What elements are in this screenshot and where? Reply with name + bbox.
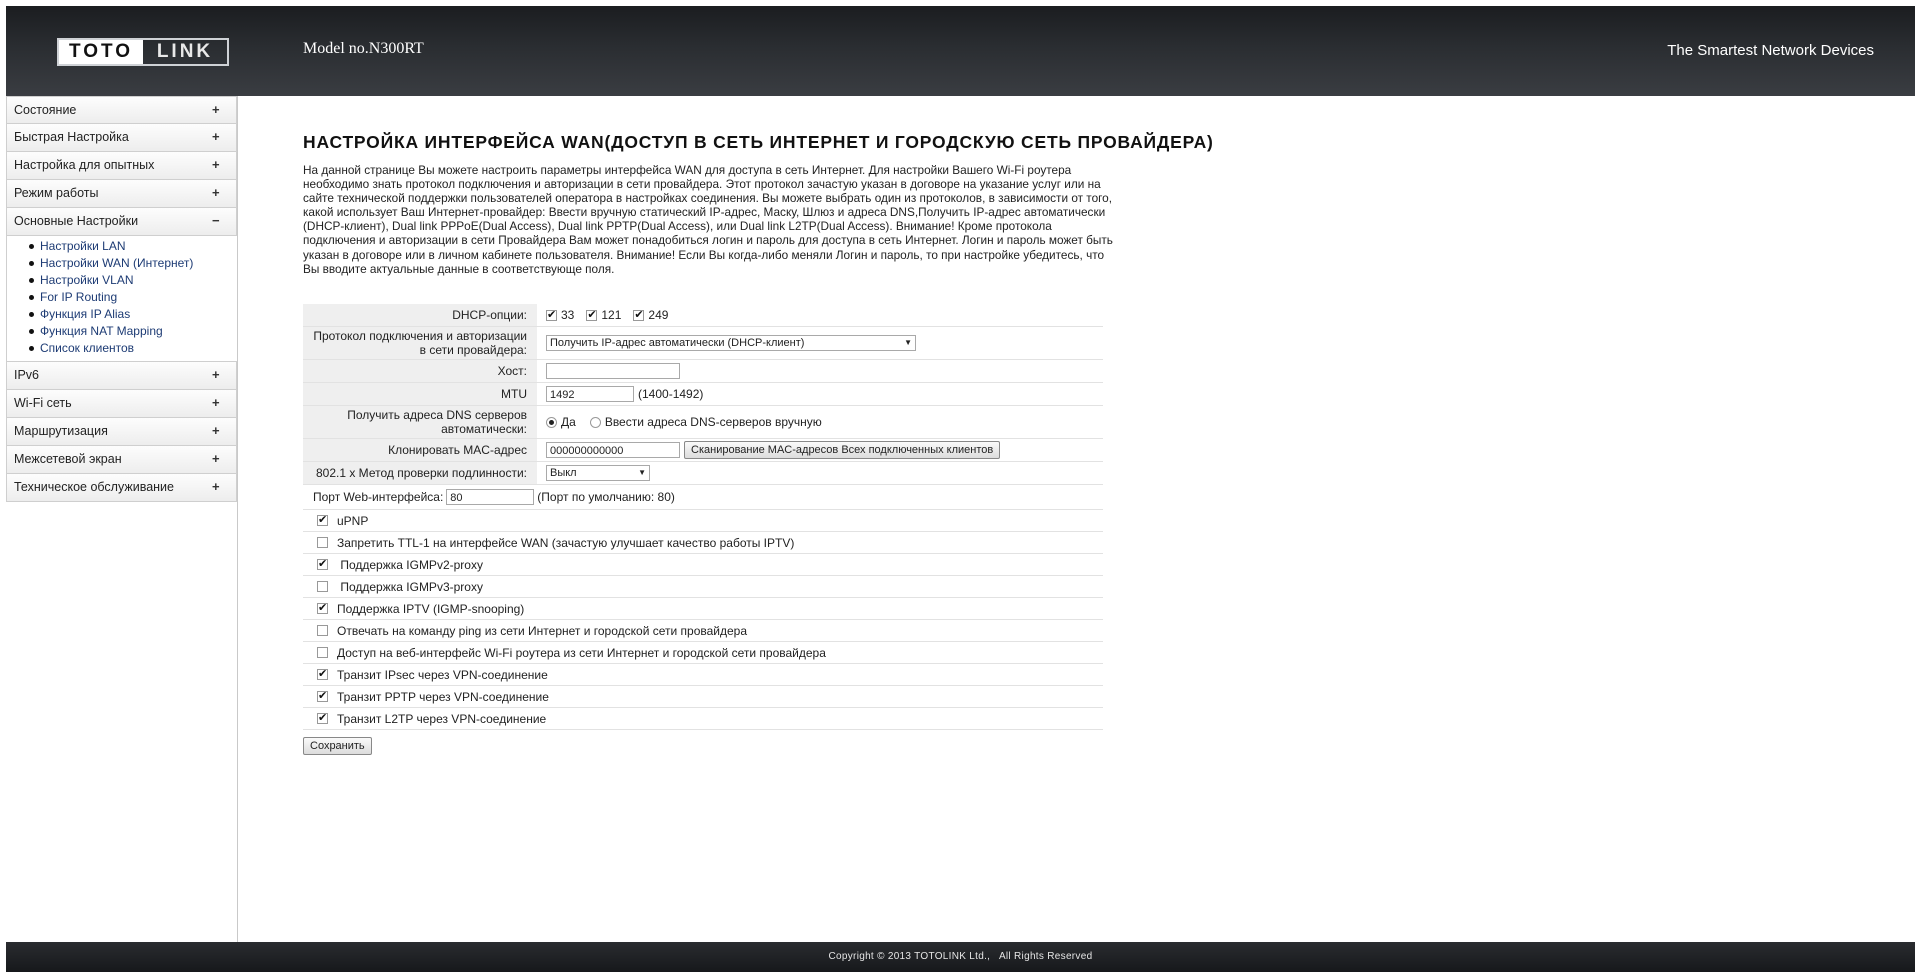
protocol-select[interactable] — [546, 335, 916, 351]
submenu-item-ip-alias[interactable]: Функция IP Alias — [29, 306, 237, 323]
igmpv3-checkbox[interactable] — [317, 581, 328, 592]
dns-manual-radio[interactable] — [590, 417, 601, 428]
dns-auto-radio[interactable] — [546, 417, 557, 428]
option-label: Доступ на веб-интерфейс Wi-Fi роутера из сети Интернет и городской сети провайдера — [337, 645, 826, 660]
option-igmpv3 — [303, 576, 1103, 598]
mac-address-input[interactable]: 000000000000 — [546, 442, 680, 458]
submenu-item-ip-routing[interactable]: For IP Routing — [29, 289, 237, 306]
auth-method-select-value: Выкл — [550, 467, 577, 479]
web-port-label: Порт Web-интерфейса: — [313, 490, 444, 504]
sidebar-item-label: Основные Настройки — [14, 214, 139, 228]
sidebar-item-firewall[interactable] — [6, 446, 237, 474]
dhcp-options-row — [303, 304, 1103, 327]
sidebar — [6, 96, 238, 942]
auth-method-row — [303, 462, 1103, 485]
protocol-label: Протокол подключения и авторизации в сети провайдера: — [303, 327, 537, 359]
ttl-checkbox[interactable] — [317, 537, 328, 548]
pptp-checkbox[interactable] — [317, 691, 328, 702]
host-input[interactable] — [546, 363, 680, 379]
mac-clone-value-cell — [537, 439, 1009, 461]
host-row — [303, 360, 1103, 383]
upnp-checkbox[interactable] — [317, 515, 328, 526]
mtu-label: MTU — [303, 383, 537, 405]
sidebar-item-label: Состояние — [14, 103, 77, 117]
submenu-item-lan[interactable]: Настройки LAN — [29, 238, 237, 255]
option-web-access — [303, 642, 1103, 664]
totolink-logo[interactable] — [57, 38, 229, 66]
protocol-value-cell — [537, 333, 925, 353]
protocol-row — [303, 327, 1103, 360]
expand-icon: + — [212, 102, 220, 117]
submenu-item-wan[interactable]: Настройки WAN (Интернет) — [29, 255, 237, 272]
option-label: uPNP — [337, 513, 369, 528]
expand-icon: + — [212, 479, 220, 494]
sidebar-item-ipv6[interactable] — [6, 362, 237, 390]
option-label: Поддержка IPTV (IGMP-snooping) — [337, 601, 525, 616]
dhcp-options-label: DHCP-опции: — [303, 304, 537, 326]
option-label: Транзит IPsec через VPN-соединение — [337, 667, 548, 682]
sidebar-item-label: Техническое обслуживание — [14, 480, 174, 494]
option-ipsec — [303, 664, 1103, 686]
scan-mac-button[interactable]: Сканирование MAC-адресов Всех подключенных клиентов — [684, 441, 1000, 459]
sidebar-item-label: Wi-Fi сеть — [14, 396, 72, 410]
dns-manual-label: Ввести адреса DNS-серверов вручную — [604, 415, 822, 429]
option-iptv — [303, 598, 1103, 620]
sidebar-item-basic-settings[interactable] — [6, 208, 237, 236]
l2tp-checkbox[interactable] — [317, 713, 328, 724]
web-port-row — [303, 485, 1103, 510]
mac-clone-row — [303, 439, 1103, 462]
ping-checkbox[interactable] — [317, 625, 328, 636]
sidebar-item-wifi[interactable] — [6, 390, 237, 418]
sidebar-item-operation-mode[interactable] — [6, 180, 237, 208]
option-label: Поддержка IGMPv2-proxy — [337, 557, 483, 572]
dhcp-opt-33-checkbox[interactable] — [546, 310, 557, 321]
expand-icon: + — [212, 423, 220, 438]
sidebar-item-label: Настройка для опытных — [14, 158, 155, 172]
slogan: The Smartest Network Devices — [1667, 42, 1874, 59]
dhcp-options-values — [537, 306, 677, 324]
copyright-text: Copyright © 2013 TOTOLINK Ltd., All Rights Reserved — [828, 951, 1093, 962]
host-value-cell — [537, 361, 689, 381]
igmpv2-checkbox[interactable] — [317, 559, 328, 570]
expand-icon: + — [212, 451, 220, 466]
logo-right: LINK — [156, 41, 214, 62]
mtu-input[interactable]: 1492 — [546, 386, 634, 402]
option-ping — [303, 620, 1103, 642]
basic-settings-submenu — [6, 236, 237, 362]
sidebar-item-label: Межсетевой экран — [14, 452, 122, 466]
sidebar-item-label: IPv6 — [14, 368, 40, 382]
auth-method-value-cell — [537, 463, 659, 483]
option-ttl — [303, 532, 1103, 554]
dhcp-opt-33-label: 33 — [561, 308, 575, 322]
option-pptp — [303, 686, 1103, 708]
page-description: На данной странице Вы можете настроить параметры интерфейса WAN для доступа в сеть Интернет. Для настройки Вашего Wi-Fi роутера необходимо знать протокол подключения и авторизации в сети провайдера. Этот протокол зачастую указан в договоре на указание услуг или на сайте технической поддержки пользователей оператора в настройках соединения. Вы можете выбрать один из протоколов, в зависимости от того, какой использует Ваш Интернет-провайдер: Ввести вручную статический IP-адрес, Маску, Шлюз и адреса DNS,Получить IP-адрес автоматически (DHCP-клиент), Dual link PPPoE(Dual Access), Dual link PPTP(Dual Access), или Dual link L2TP(Dual Access). Внимание! Кроме протокола подключения и авторизации в сети Провайдера Вам может понадобиться логин и пароль для доступа в сеть Интернет. Логин и пароль может быть указан в договоре или в личном кабинете пользователя. Внимание! Если Вы когда-либо меняли Логин и пароль, то при настройке убедитесь, что Вы вводите актуальные данные в соответствующе поля. — [303, 163, 1113, 276]
web-access-checkbox[interactable] — [317, 647, 328, 658]
sidebar-item-status[interactable] — [6, 96, 237, 124]
dhcp-opt-121-checkbox[interactable] — [586, 310, 597, 321]
wan-form — [303, 304, 1103, 730]
option-l2tp — [303, 708, 1103, 730]
sidebar-item-routing[interactable] — [6, 418, 237, 446]
sidebar-item-advanced[interactable] — [6, 152, 237, 180]
auth-method-select[interactable] — [546, 465, 650, 481]
expand-icon: + — [212, 367, 220, 382]
dns-value-cell — [537, 413, 831, 431]
submenu-item-nat-mapping[interactable]: Функция NAT Mapping — [29, 323, 237, 340]
sidebar-item-maintenance[interactable] — [6, 474, 237, 502]
mac-clone-label: Клонировать MAC-адрес — [303, 439, 537, 461]
web-port-input[interactable]: 80 — [446, 489, 534, 505]
page-frame — [6, 6, 1915, 972]
expand-icon: + — [212, 395, 220, 410]
save-button[interactable]: Сохранить — [303, 737, 372, 755]
dns-auto-label: Да — [561, 415, 576, 429]
option-upnp — [303, 510, 1103, 532]
option-label: Транзит PPTP через VPN-соединение — [337, 689, 549, 704]
model-number: Model no.N300RT — [303, 40, 424, 57]
submenu-item-client-list[interactable]: Список клиентов — [29, 340, 237, 357]
mtu-value-cell — [537, 384, 712, 404]
option-label: Поддержка IGMPv3-proxy — [337, 579, 483, 594]
dhcp-opt-249-label: 249 — [648, 308, 669, 322]
host-label: Хост: — [303, 360, 537, 382]
mtu-hint: (1400-1492) — [638, 387, 704, 401]
auth-method-label: 802.1 x Метод проверки подлинности: — [303, 462, 537, 484]
sidebar-item-label: Режим работы — [14, 186, 99, 200]
protocol-select-value: Получить IP-адрес автоматически (DHCP-клиент) — [550, 337, 805, 349]
dhcp-opt-121-label: 121 — [601, 308, 622, 322]
option-igmpv2 — [303, 554, 1103, 576]
iptv-checkbox[interactable] — [317, 603, 328, 614]
dropdown-arrow-icon: ▼ — [638, 468, 646, 477]
expand-icon: + — [212, 157, 220, 172]
submenu-item-vlan[interactable]: Настройки VLAN — [29, 272, 237, 289]
dns-row — [303, 406, 1103, 439]
web-port-hint: (Порт по умолчанию: 80) — [537, 490, 675, 504]
sidebar-item-label: Маршрутизация — [14, 424, 108, 438]
sidebar-item-label: Быстрая Настройка — [14, 130, 129, 144]
page-title: НАСТРОЙКА ИНТЕРФЕЙСА WAN(ДОСТУП В СЕТЬ ИНТЕРНЕТ И ГОРОДСКУЮ СЕТЬ ПРОВАЙДЕРА) — [303, 132, 1214, 152]
option-label: Транзит L2TP через VPN-соединение — [337, 711, 547, 726]
header — [6, 6, 1915, 96]
expand-icon: + — [212, 129, 220, 144]
option-label: Отвечать на команду ping из сети Интернет и городской сети провайдера — [337, 623, 748, 638]
option-label: Запретить TTL-1 на интерфейсе WAN (зачастую улучшает качество работы IPTV) — [337, 535, 795, 550]
dropdown-arrow-icon: ▼ — [904, 338, 912, 347]
mtu-row — [303, 383, 1103, 406]
collapse-icon: − — [212, 213, 220, 228]
ipsec-checkbox[interactable] — [317, 669, 328, 680]
dns-label: Получить адреса DNS серверов автоматически: — [303, 406, 537, 438]
logo-left: TOTO — [59, 40, 143, 64]
sidebar-item-quick-setup[interactable] — [6, 124, 237, 152]
dhcp-opt-249-checkbox[interactable] — [633, 310, 644, 321]
expand-icon: + — [212, 185, 220, 200]
footer — [6, 942, 1915, 972]
